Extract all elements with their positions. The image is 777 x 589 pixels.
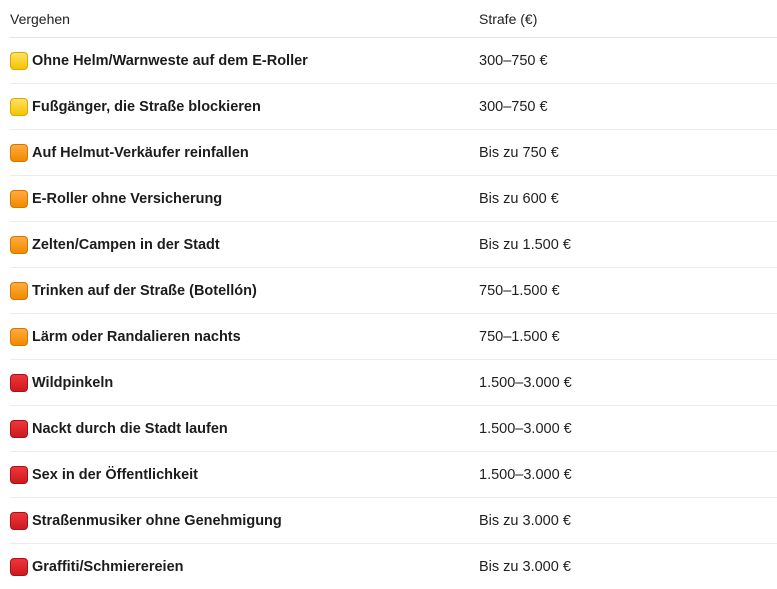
header-fine: Strafe (€)	[479, 10, 538, 27]
offense-label: Lärm oder Randalieren nachts	[32, 328, 241, 345]
offense-cell	[10, 558, 479, 576]
table-row	[10, 406, 777, 452]
fine-cell: 1.500–3.000 €	[479, 374, 572, 391]
table-row	[10, 452, 777, 498]
table-header	[10, 0, 777, 38]
offense-label: Nackt durch die Stadt laufen	[32, 420, 228, 437]
red-square-icon	[10, 466, 28, 484]
offense-cell	[10, 282, 479, 300]
red-square-icon	[10, 374, 28, 392]
fine-cell: 1.500–3.000 €	[479, 420, 572, 437]
offense-cell	[10, 98, 479, 116]
fine-cell: 750–1.500 €	[479, 282, 560, 299]
fine-cell: Bis zu 3.000 €	[479, 558, 571, 575]
red-square-icon	[10, 558, 28, 576]
table-row	[10, 268, 777, 314]
offense-label: Trinken auf der Straße (Botellón)	[32, 282, 257, 299]
fine-cell: Bis zu 3.000 €	[479, 512, 571, 529]
offense-label: Zelten/Campen in der Stadt	[32, 236, 220, 253]
fine-cell: Bis zu 1.500 €	[479, 236, 571, 253]
offense-cell	[10, 420, 479, 438]
offense-cell	[10, 466, 479, 484]
offense-cell	[10, 52, 479, 70]
orange-square-icon	[10, 190, 28, 208]
table-row	[10, 314, 777, 360]
fine-cell: Bis zu 600 €	[479, 190, 559, 207]
table-row	[10, 84, 777, 130]
offense-cell	[10, 144, 479, 162]
yellow-square-icon	[10, 98, 28, 116]
offense-label: Sex in der Öffentlichkeit	[32, 466, 198, 483]
table-row	[10, 222, 777, 268]
table-row	[10, 176, 777, 222]
table-row	[10, 360, 777, 406]
table-row	[10, 498, 777, 544]
offense-label: Auf Helmut-Verkäufer reinfallen	[32, 144, 249, 161]
offense-cell	[10, 374, 479, 392]
table-row	[10, 544, 777, 589]
offense-label: Graffiti/Schmierereien	[32, 558, 184, 575]
red-square-icon	[10, 420, 28, 438]
table-row	[10, 38, 777, 84]
yellow-square-icon	[10, 52, 28, 70]
offense-cell	[10, 236, 479, 254]
table-body	[10, 38, 777, 589]
offense-cell	[10, 190, 479, 208]
offense-label: Fußgänger, die Straße blockieren	[32, 98, 261, 115]
offense-label: Ohne Helm/Warnweste auf dem E-Roller	[32, 52, 308, 69]
orange-square-icon	[10, 236, 28, 254]
offense-label: Straßenmusiker ohne Genehmigung	[32, 512, 282, 529]
fine-cell: 1.500–3.000 €	[479, 466, 572, 483]
offense-cell	[10, 328, 479, 346]
fine-cell: 750–1.500 €	[479, 328, 560, 345]
orange-square-icon	[10, 144, 28, 162]
fine-cell: Bis zu 750 €	[479, 144, 559, 161]
orange-square-icon	[10, 328, 28, 346]
offense-label: E-Roller ohne Versicherung	[32, 190, 223, 207]
red-square-icon	[10, 512, 28, 530]
offense-label: Wildpinkeln	[32, 374, 114, 391]
offense-cell	[10, 512, 479, 530]
table-row	[10, 130, 777, 176]
fine-cell: 300–750 €	[479, 98, 548, 115]
header-offense: Vergehen	[10, 10, 70, 27]
orange-square-icon	[10, 282, 28, 300]
fine-cell: 300–750 €	[479, 52, 548, 69]
